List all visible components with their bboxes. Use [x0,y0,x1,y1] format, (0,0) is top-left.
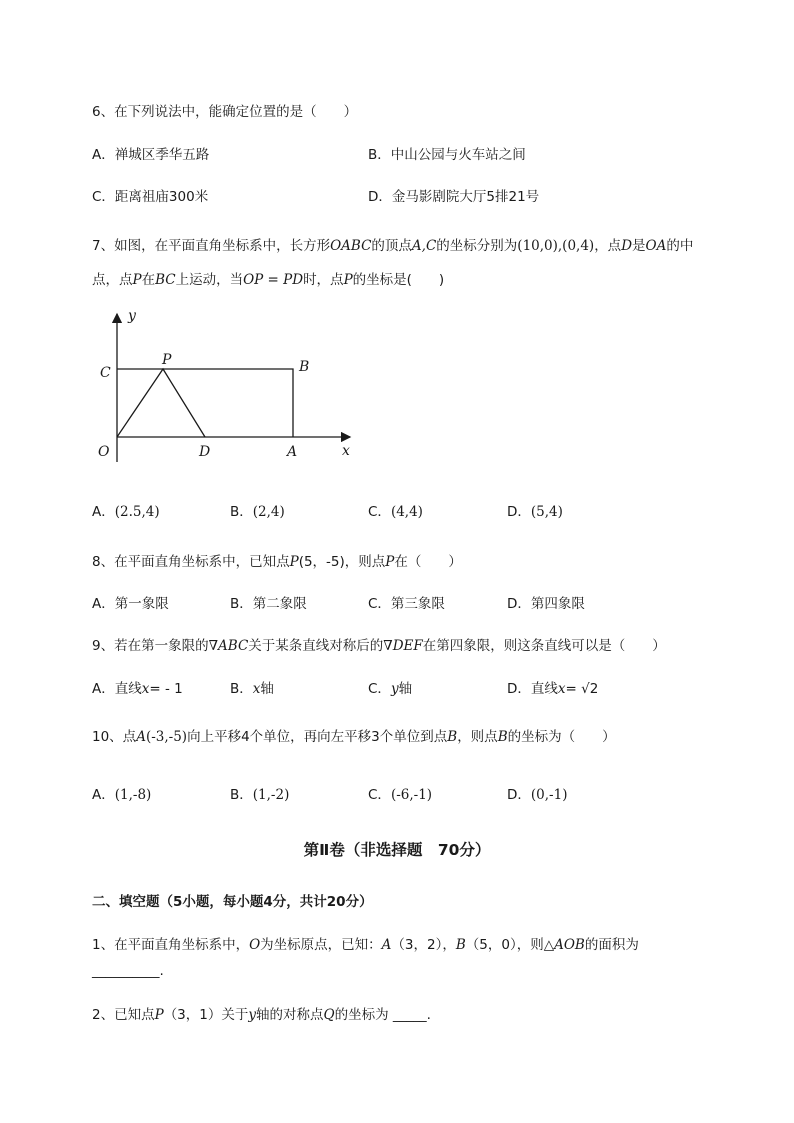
fill1-answer-blank: __________. [92,963,164,979]
q10-option-d: D．(0,-1) [507,787,568,803]
q10-option-b: B．(1,-2) [230,787,290,803]
q10-option-a: A．(1,-8) [92,787,152,803]
q9-option-a: A．直线x= - 1 [92,681,183,697]
section-title: 第Ⅱ卷（非选择题 70分） [303,841,491,859]
q7-option-a: A．(2.5,4) [92,504,160,520]
label-c: C [100,365,111,381]
q7-option-b: B．(2,4) [230,504,285,520]
q7-option-c: C．(4,4) [368,504,423,520]
label-o: O [98,444,110,460]
q8-option-a: A．第一象限 [92,596,169,612]
q6-option-b: B．中山公园与火车站之间 [368,147,526,163]
label-b: B [299,359,310,375]
q6-option-a: A．禅城区季华五路 [92,147,210,163]
q9-option-b: B．x轴 [230,681,274,697]
q6-option-d: D．金马影剧院大厅5排21号 [368,189,540,205]
label-x: x [342,443,350,459]
q9-stem: 9、若在第一象限的∇ABC关于某条直线对称后的∇DEF在第四象限，则这条直线可以是（ ） [92,638,666,654]
rectangle-oabc [117,369,293,437]
q8-stem: 8、在平面直角坐标系中，已知点P(5，-5)，则点P在（ ） [92,554,462,570]
section-subhead: 二、填空题（5小题，每小题4分，共计20分） [92,894,373,910]
q9-option-d: D．直线x= √2 [507,681,599,697]
q7-figure [90,300,370,470]
q8-option-d: D．第四象限 [507,596,585,612]
label-a: A [287,444,298,460]
q9-option-c: C．y轴 [368,681,413,697]
q8-option-b: B．第二象限 [230,596,307,612]
q10-option-c: C．(-6,-1) [368,787,433,803]
q8-option-c: C．第三象限 [368,596,445,612]
q10-stem: 10、点A(-3,-5)向上平移4个单位，再向左平移3个单位到点B，则点B的坐标为（ ） [92,729,616,745]
fill1-stem: 1、在平面直角坐标系中，O为坐标原点，已知：A（3，2），B（5，0），则△AOB的面积为 [92,937,639,953]
label-p: P [162,352,172,368]
label-y: y [128,308,136,324]
fill2-stem: 2、已知点P（3，1）关于y轴的对称点Q的坐标为 _____. [92,1007,431,1023]
q7-stem-line1: 7、如图，在平面直角坐标系中，长方形OABC的顶点A,C的坐标分别为(10,0),(0,4)，点D是OA的中 [92,238,694,254]
triangle-opd [117,369,205,437]
label-d: D [199,444,211,460]
q6-option-c: C．距离祖庙300米 [92,189,209,205]
q7-option-d: D．(5,4) [507,504,563,520]
q6-stem: 6、在下列说法中，能确定位置的是（ ） [92,104,358,120]
q7-stem-line2: 点，点P在BC上运动，当OP = PD时，点P的坐标是( ) [92,272,445,288]
